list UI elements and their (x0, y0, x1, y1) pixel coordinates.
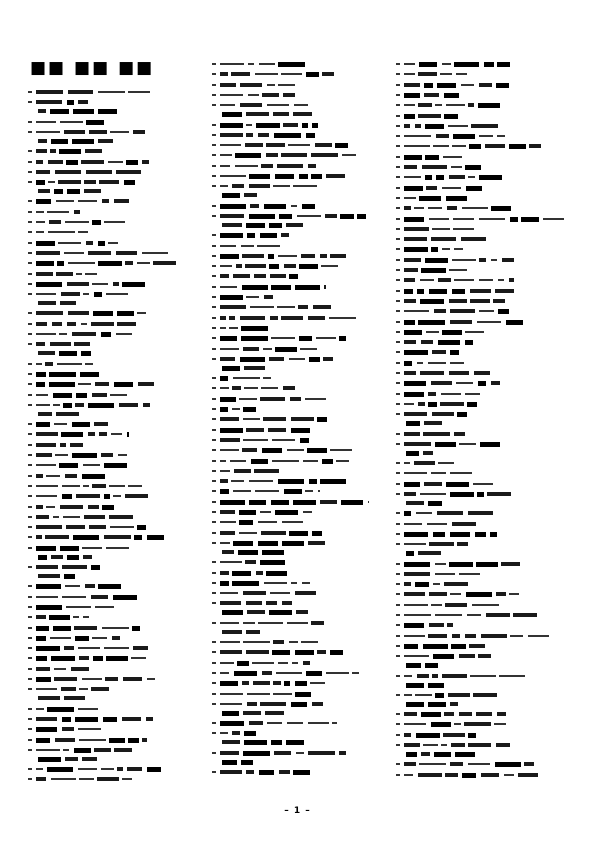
index-entry (396, 381, 572, 387)
index-entry (396, 299, 572, 305)
index-entry (212, 681, 390, 687)
index-entry (396, 175, 572, 181)
index-entry (28, 372, 206, 378)
index-entry (396, 83, 572, 89)
index-entry (28, 210, 206, 216)
index-entry (396, 258, 572, 264)
index-entry (396, 62, 572, 68)
index-entry (28, 282, 206, 288)
index-entry (396, 572, 572, 578)
index-entry (28, 443, 206, 449)
index-entry (28, 484, 206, 490)
index-entry (212, 397, 390, 403)
index-entry (28, 505, 206, 511)
index-entry (212, 770, 390, 776)
document-title: ■■ ■■ ■■ (30, 58, 155, 78)
index-entry (396, 722, 572, 728)
index-entry (212, 448, 390, 454)
index-entry (396, 237, 572, 243)
index-entry (396, 134, 572, 140)
index-entry (28, 636, 206, 642)
index-entry (396, 432, 572, 438)
index-entry (28, 180, 206, 186)
index-entry (212, 581, 390, 587)
index-entry-continuation (28, 109, 206, 115)
index-entry (212, 500, 390, 506)
index-entry (212, 153, 390, 159)
index-entry (396, 644, 572, 650)
index-entry-continuation (28, 139, 206, 145)
index-entry (212, 347, 390, 353)
index-entry-continuation (212, 610, 390, 616)
index-entry (28, 626, 206, 632)
index-entry (28, 727, 206, 733)
index-entry (28, 230, 206, 236)
index-entry-continuation (28, 412, 206, 418)
index-entry (212, 479, 390, 485)
index-entry (28, 463, 206, 469)
index-entry (212, 123, 390, 129)
index-entry (396, 592, 572, 598)
index-entry (396, 471, 572, 477)
index-entry (212, 520, 390, 526)
index-entry (212, 326, 390, 332)
index-entry (396, 206, 572, 212)
index-entry (212, 489, 390, 495)
index-entry (396, 340, 572, 346)
index-entry (396, 623, 572, 629)
index-entry (212, 531, 390, 537)
index-entry (396, 542, 572, 548)
index-entry (212, 184, 390, 190)
index-entry (212, 103, 390, 109)
index-entry (396, 144, 572, 150)
index-entry-continuation (212, 112, 390, 118)
index-entry (396, 522, 572, 528)
index-entry (212, 601, 390, 607)
index-entry-continuation (396, 421, 572, 427)
index-entry (28, 382, 206, 388)
index-entry (396, 532, 572, 538)
index-entry (396, 743, 572, 749)
index-entry (28, 292, 206, 298)
index-entry (396, 773, 572, 779)
index-entry (396, 93, 572, 99)
index-entry (28, 199, 206, 205)
index-entry (28, 342, 206, 348)
index-entry (396, 278, 572, 284)
index-entry-continuation (212, 366, 390, 372)
index-entry (212, 438, 390, 444)
index-entry (212, 692, 390, 698)
index-entry (396, 320, 572, 326)
index-entry (28, 525, 206, 531)
index-entry (396, 674, 572, 680)
index-entry (28, 767, 206, 773)
index-entry-continuation (28, 574, 206, 580)
index-entry (212, 459, 390, 465)
index-entry (28, 403, 206, 409)
index-entry (212, 233, 390, 239)
index-entry-continuation (396, 683, 572, 689)
index-entry (396, 733, 572, 739)
index-entry (28, 595, 206, 601)
index-entry (396, 114, 572, 120)
index-entry (396, 186, 572, 192)
index-entry (396, 492, 572, 498)
index-entry (396, 247, 572, 253)
index-entry (28, 738, 206, 744)
index-entry-continuation (28, 351, 206, 357)
index-entry (212, 204, 390, 210)
index-entry-continuation (28, 757, 206, 763)
index-entry (212, 591, 390, 597)
index-entry (396, 482, 572, 488)
index-entry-continuation (212, 760, 390, 766)
index-entry (212, 264, 390, 270)
index-entry (212, 305, 390, 311)
index-entry-continuation (28, 301, 206, 307)
index-entry (212, 510, 390, 516)
index-entry (396, 361, 572, 367)
index-entry (28, 748, 206, 754)
index-entry (28, 149, 206, 155)
index-entry (212, 285, 390, 291)
index-entry (396, 392, 572, 398)
index-entry (28, 100, 206, 106)
index-entry (28, 687, 206, 693)
index-entry-continuation (28, 189, 206, 195)
index-entry (212, 417, 390, 423)
index-entry (212, 376, 390, 382)
index-entry (396, 330, 572, 336)
index-entry-continuation (212, 740, 390, 746)
index-entry-continuation (396, 752, 572, 758)
index-entry (28, 322, 206, 328)
index-entry (28, 90, 206, 96)
index-entry (396, 227, 572, 233)
index-entry (212, 62, 390, 68)
index-entry-continuation (396, 451, 572, 457)
index-entry (28, 220, 206, 226)
index-entry (28, 474, 206, 480)
index-entry (28, 362, 206, 368)
index-entry (28, 546, 206, 552)
index-entry (396, 562, 572, 568)
index-entry (28, 241, 206, 247)
index-entry (396, 582, 572, 588)
index-entry (28, 120, 206, 126)
index-entry (396, 72, 572, 78)
index-entry (212, 640, 390, 646)
index-entry (212, 702, 390, 708)
index-entry-continuation (212, 630, 390, 636)
index-entry (396, 412, 572, 418)
index-entry (396, 442, 572, 448)
index-entry (212, 214, 390, 220)
index-entry (28, 605, 206, 611)
index-entry (212, 174, 390, 180)
index-entry (28, 160, 206, 166)
index-entry (396, 603, 572, 609)
index-entry (28, 332, 206, 338)
index-entry (28, 432, 206, 438)
index-entry (28, 251, 206, 257)
index-entry (28, 422, 206, 428)
index-entry (212, 671, 390, 677)
index-entry (28, 515, 206, 521)
index-entry (212, 571, 390, 577)
index-entry (396, 268, 572, 274)
index-entry (28, 646, 206, 652)
index-entry (396, 196, 572, 202)
index-entry-continuation (396, 551, 572, 557)
index-entry (212, 83, 390, 89)
index-entry (212, 386, 390, 392)
index-entry (212, 721, 390, 727)
index-entry (212, 407, 390, 413)
index-entry-continuation (28, 555, 206, 561)
page-number: – 1 – (284, 806, 311, 816)
index-entry (396, 402, 572, 408)
index-entry (212, 560, 390, 566)
index-entry (28, 494, 206, 500)
index-entry (28, 584, 206, 590)
index-entry-continuation (396, 663, 572, 669)
index-entry (28, 311, 206, 317)
index-entry-continuation (396, 702, 572, 708)
index-entry (212, 621, 390, 627)
index-entry (396, 350, 572, 356)
index-entry (396, 309, 572, 315)
index-entry (396, 124, 572, 130)
index-entry (212, 650, 390, 656)
index-entry (28, 717, 206, 723)
index-entry (28, 565, 206, 571)
index-entry (396, 155, 572, 161)
index-entry (212, 295, 390, 301)
index-entry (396, 461, 572, 467)
index-entry (28, 615, 206, 621)
index-entry (212, 72, 390, 78)
index-entry (28, 677, 206, 683)
index-entry (212, 357, 390, 363)
index-entry (212, 316, 390, 322)
index-entry (28, 667, 206, 673)
index-entry (28, 777, 206, 783)
index-entry (212, 661, 390, 667)
index-entry-continuation (28, 696, 206, 702)
index-entry (28, 656, 206, 662)
index-entry (396, 103, 572, 109)
index-entry (396, 371, 572, 377)
index-entry (212, 143, 390, 149)
index-entry (396, 217, 572, 223)
index-entry (396, 634, 572, 640)
index-entry (28, 707, 206, 713)
index-entry (28, 170, 206, 176)
index-entry (396, 712, 572, 718)
index-entry (28, 453, 206, 459)
index-entry-continuation (212, 711, 390, 717)
index-entry-continuation (396, 501, 572, 507)
index-entry (212, 751, 390, 757)
index-entry (396, 289, 572, 295)
index-entry (212, 93, 390, 99)
index-entry (212, 428, 390, 434)
index-entry (212, 133, 390, 139)
index-entry (396, 613, 572, 619)
index-entry (212, 254, 390, 260)
index-entry (212, 274, 390, 280)
index-entry (212, 731, 390, 737)
index-entry (212, 164, 390, 170)
index-entry (396, 762, 572, 768)
index-entry (212, 244, 390, 250)
index-entry (396, 511, 572, 517)
index-entry (28, 261, 206, 267)
index-entry-continuation (212, 223, 390, 229)
index-entry (396, 654, 572, 660)
index-entry (28, 272, 206, 278)
index-entry (396, 693, 572, 699)
index-entry (396, 165, 572, 171)
index-entry (212, 541, 390, 547)
index-entry (28, 130, 206, 136)
index-entry (28, 535, 206, 541)
index-entry (212, 336, 390, 342)
index-entry (28, 393, 206, 399)
index-entry (212, 469, 390, 475)
index-entry-continuation (212, 193, 390, 199)
index-entry-continuation (212, 550, 390, 556)
